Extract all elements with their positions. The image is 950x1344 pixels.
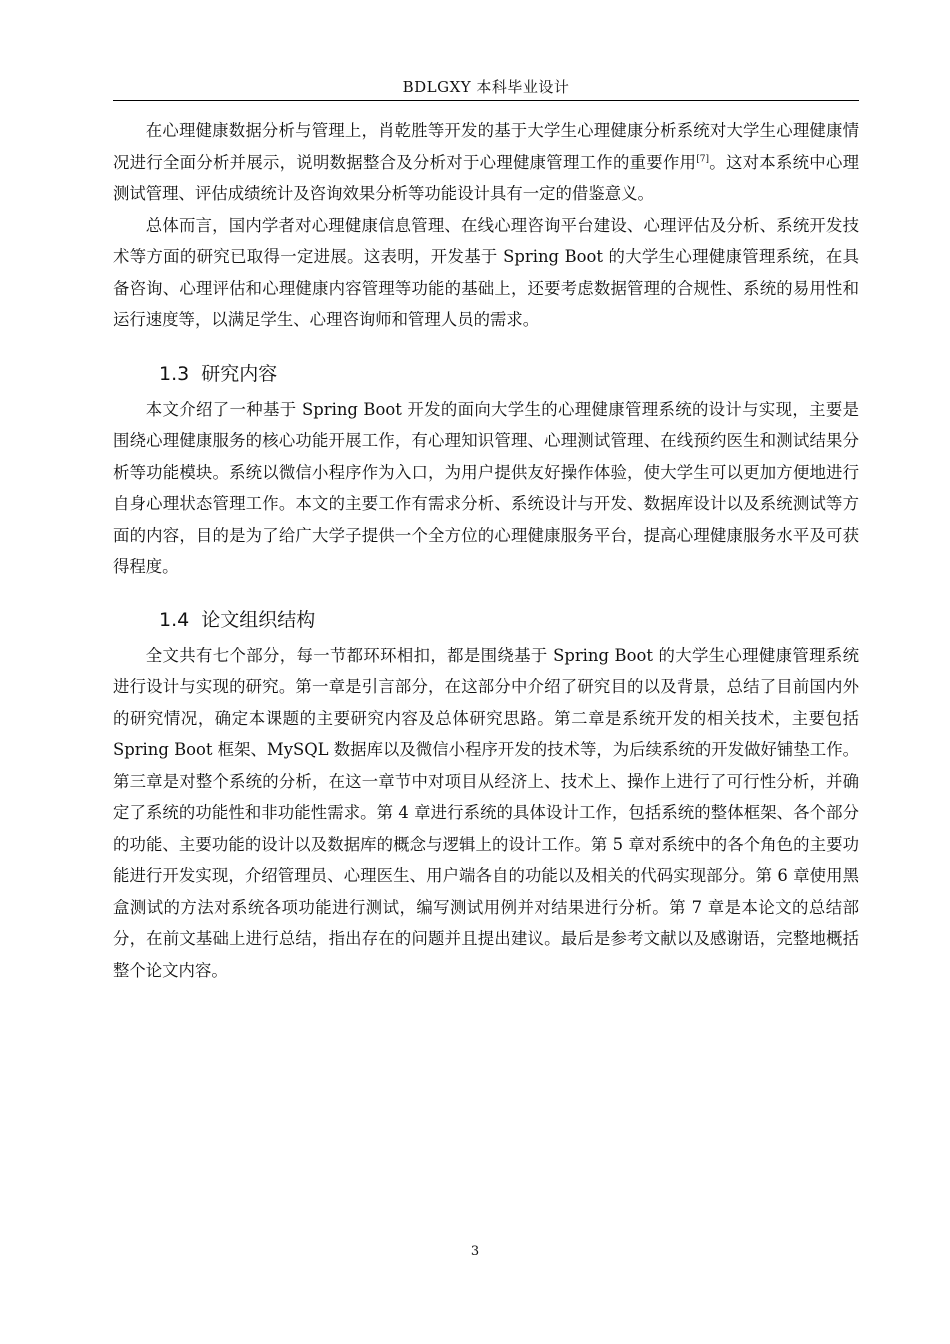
section-number: 1.3 — [159, 362, 190, 385]
paragraph-research-content: 本文介绍了一种基于 Spring Boot 开发的面向大学生的心理健康管理系统的设计与实现，主要是围绕心理健康服务的核心功能开展工作，有心理知识管理、心理测试管理、在线预约医生和测试结果分析等功能模块。系统以微信小程序作为入口，为用户提供友好操作体验，使大学生可以更加方便地进行自身心理状态管理工作。本文的主要工作有需求分析、系统设计与开发、数据库设计以及系统测试等方面的内容，目的是为了给广大学子提供一个全方位的心理健康服务平台，提高心理健康服务水平及可获得程度。 — [113, 399, 859, 576]
paragraph-thesis-structure: 全文共有七个部分，每一节都环环相扣，都是围绕基于 Spring Boot 的大学生心理健康管理系统进行设计与实现的研究。第一章是引言部分，在这部分中介绍了研究目的以及背景，总结了目前国内外的研究情况，确定本课题的主要研究内容及总体研究思路。第二章是系统开发的相关技术，主要包括 Spring Boot 框架、MySQL 数据库以及微信小程序开发的技术等，为后续系统的开发做好铺垫工作。第三章是对整个系统的分析，在这一章节中对项目从经济上、技术上、操作上进行了可行性分析，并确定了系统的功能性和非功能性需求。第 4 章进行系统的具体设计工作，包括系统的整体框架、各个部分的功能、主要功能的设计以及数据库的概念与逻辑上的设计工作。第 5 章对系统中的各个角色的主要功能进行开发实现，介绍管理员、心理医生、用户端各自的功能以及相关的代码实现部分。第 6 章使用黑盒测试的方法对系统各项功能进行测试，编写测试用例并对结果进行分析。第 7 章是本论文的总结部分，在前文基础上进行总结，指出存在的问题并且提出建议。最后是参考文献以及感谢语，完整地概括整个论文内容。 — [113, 645, 859, 980]
paragraph-summary: 总体而言，国内学者对心理健康信息管理、在线心理咨询平台建设、心理评估及分析、系统开发技术等方面的研究已取得一定进展。这表明，开发基于 Spring Boot 的大学生心理健康管理系统，在具备咨询、心理评估和心理健康内容管理等功能的基础上，还要考虑数据管理的合规性、系统的易用性和运行速度等，以满足学生、心理咨询师和管理人员的需求。 — [113, 215, 859, 329]
spacer — [113, 336, 859, 359]
header-rule — [113, 100, 859, 101]
paragraph-data-analysis — [113, 115, 859, 210]
page-number: 3 — [470, 1244, 480, 1259]
paragraph-text: 在心理健康数据分析与管理上，肖乾胜等开发的基于大学生心理健康分析系统对大学生心理健康情况进行全面分析并展示，说明数据整合及分析对于心理健康管理工作的重要作用 — [113, 121, 859, 172]
section-title: 研究内容 — [201, 362, 278, 385]
section-number: 1.4 — [159, 608, 190, 631]
section-title: 论文组织结构 — [201, 608, 316, 631]
page-body — [113, 115, 859, 986]
citation-marker: [7] — [696, 154, 710, 165]
section-heading-1-3 — [113, 359, 859, 389]
running-header: BDLGXY 本科毕业设计 — [402, 78, 570, 96]
paragraph-text: 。这对本系统中心理测试管理、评估成绩统计及咨询效果分析等功能设计具有一定的借鉴意义。 — [113, 152, 859, 203]
spacer — [113, 583, 859, 605]
section-heading-1-4 — [113, 605, 859, 635]
